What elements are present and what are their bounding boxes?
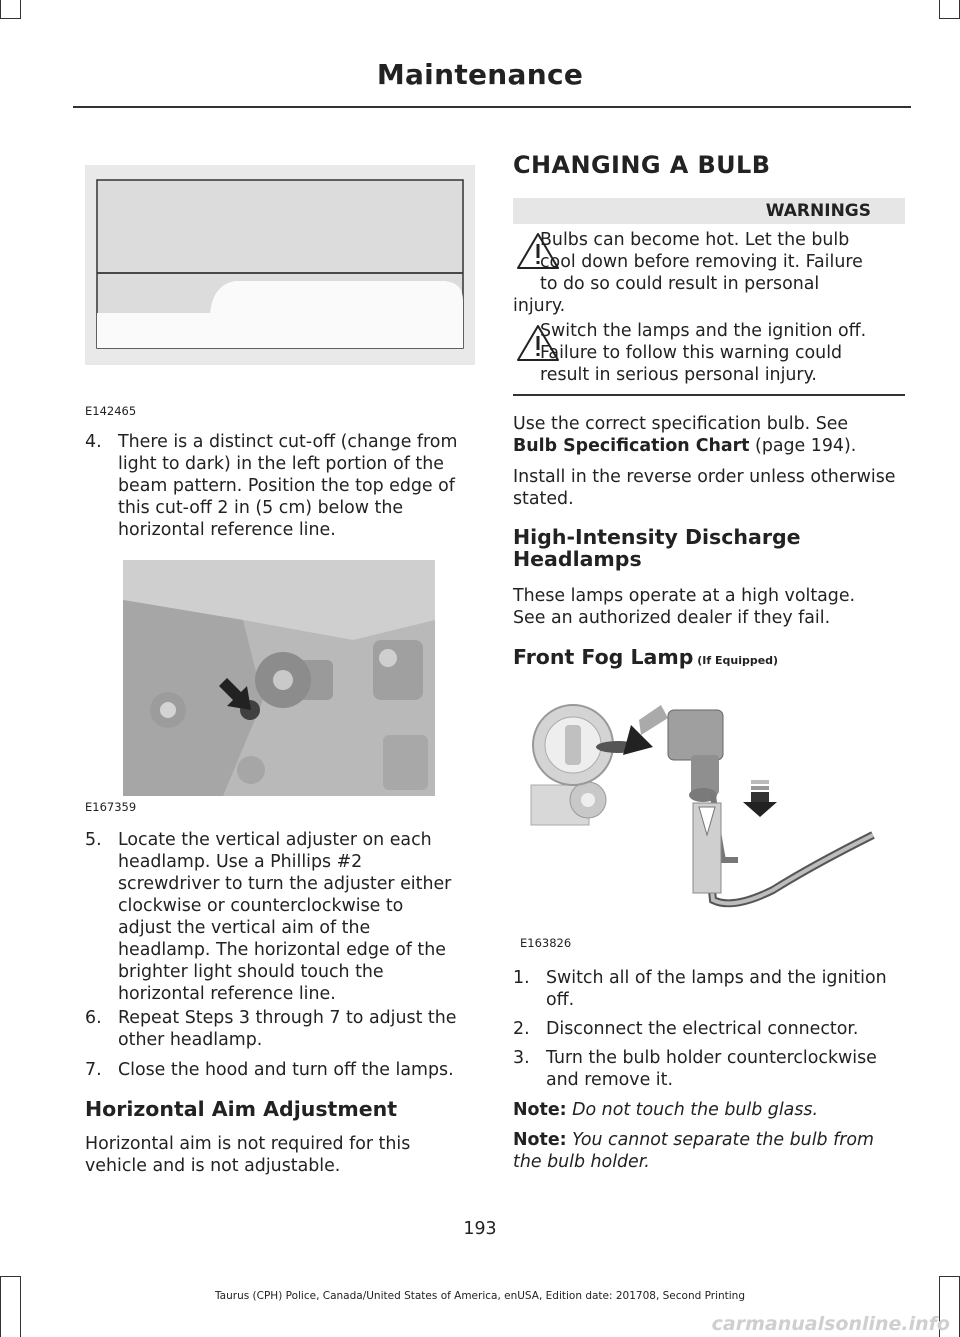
note-text: Do not touch the bulb glass. — [572, 1100, 818, 1120]
step-number: 6. — [85, 1008, 102, 1028]
step-line: brighter light should touch the — [118, 962, 384, 982]
fog-lamp-heading — [513, 646, 778, 672]
install-paragraph — [513, 466, 913, 510]
crop-mark — [0, 1276, 21, 1277]
step-number: 3. — [513, 1048, 530, 1068]
page-number: 193 — [463, 1219, 497, 1239]
heading-line: Headlamps — [513, 547, 642, 571]
vertical-adjuster-photo — [123, 560, 435, 796]
hid-heading — [513, 526, 801, 570]
step-line: this cut-off 2 in (5 cm) below the — [118, 498, 404, 518]
step-line: Locate the vertical adjuster on each — [118, 830, 432, 850]
step-line: light to dark) in the left portion of the — [118, 454, 444, 474]
warning-1 — [513, 229, 908, 317]
warning-2 — [540, 320, 910, 386]
note-label: Note: — [513, 1100, 567, 1120]
fog-lamp-bulb-illustration — [513, 685, 883, 935]
paragraph-line: stated. — [513, 489, 574, 509]
step-line: beam pattern. Position the top edge of — [118, 476, 455, 496]
step-line: headlamp. Use a Phillips #2 — [118, 852, 363, 872]
warning-line: result in serious personal injury. — [540, 365, 817, 385]
paragraph — [85, 1133, 480, 1177]
note-text: the bulb holder. — [513, 1152, 650, 1172]
watermark: carmanualsonline.info — [711, 1313, 950, 1335]
step-line: clockwise or counterclockwise to — [118, 896, 404, 916]
header-rule — [73, 106, 911, 108]
warnings-label: WARNINGS — [765, 201, 871, 221]
step-number: 4. — [85, 432, 102, 452]
figure-id: E167359 — [85, 800, 137, 814]
step-line: headlamp. The horizontal edge of the — [118, 940, 446, 960]
hid-paragraph — [513, 585, 913, 629]
step-line: and remove it. — [546, 1070, 673, 1090]
warning-line: Bulbs can become hot. Let the bulb — [540, 230, 850, 250]
section-title: CHANGING A BULB — [513, 151, 771, 179]
crop-mark — [939, 0, 940, 18]
step-line: Switch all of the lamps and the ignition — [546, 968, 887, 988]
spec-text: Use the correct specification bulb. See — [513, 414, 849, 434]
note-text: You cannot separate the bulb from — [572, 1130, 874, 1150]
step-line: screwdriver to turn the adjuster either — [118, 874, 452, 894]
step-line: horizontal reference line. — [118, 520, 336, 540]
paragraph-line: Install in the reverse order unless otherwise — [513, 467, 896, 487]
figure-id: E163826 — [520, 936, 572, 950]
step-line: Turn the bulb holder counterclockwise — [546, 1048, 877, 1068]
bulb-spec-chart-link[interactable]: Bulb Specification Chart — [513, 436, 750, 456]
warnings-header — [513, 198, 905, 224]
paragraph-line: See an authorized dealer if they fail. — [513, 608, 831, 628]
crop-mark — [0, 18, 21, 19]
crop-mark — [20, 1277, 21, 1337]
note-1 — [513, 1099, 913, 1121]
note-label: Note: — [513, 1130, 567, 1150]
crop-mark — [20, 0, 21, 18]
page-header-title: Maintenance — [376, 58, 584, 91]
warnings-rule — [513, 394, 905, 396]
step-line: adjust the vertical aim of the — [118, 918, 371, 938]
warning-line: injury. — [513, 296, 566, 316]
step-number: 2. — [513, 1019, 530, 1039]
step-line: other headlamp. — [118, 1030, 263, 1050]
warning-line: Failure to follow this warning could — [540, 343, 843, 363]
step-line: Repeat Steps 3 through 7 to adjust the — [118, 1008, 457, 1028]
heading-line: High-Intensity Discharge — [513, 525, 801, 549]
crop-mark — [939, 1276, 960, 1277]
step-number: 1. — [513, 968, 530, 988]
warning-line: Switch the lamps and the ignition off. — [540, 321, 867, 341]
step-line: Close the hood and turn off the lamps. — [118, 1060, 454, 1080]
page-footer: Taurus (CPH) Police, Canada/United States of America, enUSA, Edition date: 201708, Second Printing — [215, 1290, 745, 1302]
spec-paragraph — [513, 413, 913, 457]
note-2 — [513, 1129, 913, 1173]
crop-mark — [0, 1277, 1, 1337]
crop-mark — [0, 0, 1, 18]
beam-pattern-illustration — [85, 165, 475, 365]
page-reference: (page 194). — [749, 436, 857, 456]
step-line: Disconnect the electrical connector. — [546, 1019, 859, 1039]
step-number: 5. — [85, 830, 102, 850]
paragraph-line: vehicle and is not adjustable. — [85, 1156, 341, 1176]
step-line: off. — [546, 990, 575, 1010]
figure-id: E142465 — [85, 404, 137, 418]
warning-line: cool down before removing it. Failure — [540, 252, 863, 272]
step-line: horizontal reference line. — [118, 984, 336, 1004]
section-heading: Horizontal Aim Adjustment — [85, 1097, 397, 1121]
crop-mark — [939, 18, 960, 19]
warning-line: to do so could result in personal — [540, 274, 820, 294]
step-line: There is a distinct cut-off (change from — [118, 432, 458, 452]
paragraph-line: These lamps operate at a high voltage. — [513, 586, 856, 606]
if-equipped-label: (If Equipped) — [693, 654, 779, 667]
fog-lamp-title: Front Fog Lamp — [513, 645, 694, 669]
paragraph-line: Horizontal aim is not required for this — [85, 1134, 411, 1154]
step-number: 7. — [85, 1060, 102, 1080]
